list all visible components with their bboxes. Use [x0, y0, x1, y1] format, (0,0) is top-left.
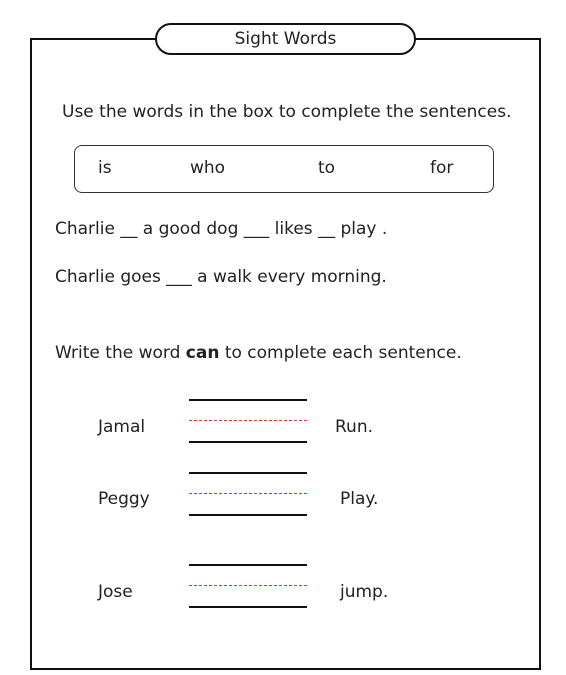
student-name: Jamal	[98, 417, 146, 437]
writing-line-bottom	[189, 606, 307, 608]
word-box-word: for	[430, 158, 454, 178]
sentence-ending: jump.	[340, 582, 389, 602]
sentence-ending: Run.	[335, 417, 374, 437]
student-name: Jose	[98, 582, 133, 602]
writing-line-dashed	[189, 420, 307, 421]
fill-in-sentence: Charlie __ a good dog ___ likes __ play .	[55, 219, 388, 239]
writing-line-top	[189, 472, 307, 474]
sentence-ending: Play.	[340, 489, 379, 509]
instruction-part: to complete each sentence.	[219, 343, 462, 363]
target-word: can	[185, 343, 220, 363]
student-name: Peggy	[98, 489, 150, 509]
instruction-text: Use the words in the box to complete the sentences.	[62, 102, 512, 122]
word-box-word: who	[190, 158, 226, 178]
word-box-word: is	[98, 158, 112, 178]
writing-line-top	[189, 399, 307, 401]
fill-in-sentence: Charlie goes ___ a walk every morning.	[55, 267, 387, 287]
writing-line-dashed	[189, 493, 307, 494]
writing-line-dashed	[189, 585, 307, 586]
instruction-part: Write the word	[55, 343, 186, 363]
instruction-text-2	[55, 343, 462, 363]
writing-line-top	[189, 564, 307, 566]
writing-line-bottom	[189, 514, 307, 516]
writing-line-bottom	[189, 441, 307, 443]
worksheet-title: Sight Words	[234, 29, 337, 49]
title-banner	[155, 23, 416, 55]
word-box-word: to	[318, 158, 336, 178]
